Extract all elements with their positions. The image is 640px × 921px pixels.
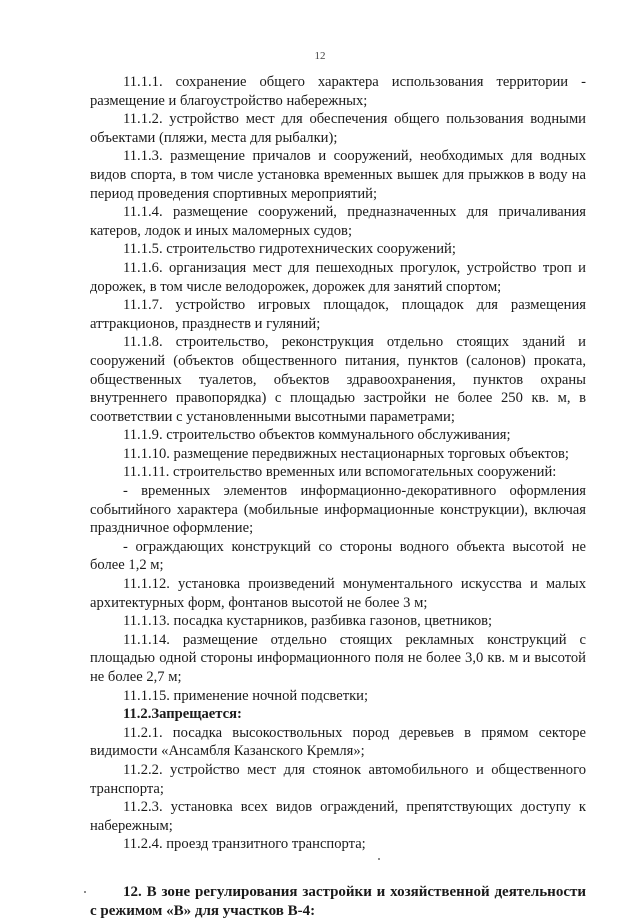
clause-11-1-15: 11.1.15. применение ночной подсветки; xyxy=(123,687,369,704)
clause-11-1-9: 11.1.9. строительство объектов коммунального обслуживания; xyxy=(123,427,511,444)
subsection-heading-11-2: 11.2.Запрещается: xyxy=(123,706,242,723)
clause-11-1-10: 11.1.10. размещение передвижных нестационарных торговых объектов; xyxy=(123,445,569,462)
clause-11-1-2: 11.1.2. устройство мест для обеспечения общего пользования водными объектами (пляжи, места для рыбалки); xyxy=(90,111,586,146)
clause-11-1-11-item-2: - ограждающих конструкций со стороны водного объекта высотой не более 1,2 м; xyxy=(90,538,586,574)
clause-11-1-11-item-1: - временных элементов информационно-декоративного оформления событийного характера (мобильные информационные конструкции), включая праздничное оформление; xyxy=(90,483,586,537)
clause-11-2-2: 11.2.2. устройство мест для стоянок автомобильного и общественного транспорта; xyxy=(90,761,586,797)
clause-11-1-11: 11.1.11. строительство временных или вспомогательных сооружений: xyxy=(123,464,557,481)
clause-11-1-7: 11.1.7. устройство игровых площадок, площадок для размещения аттракционов, празднеств и гуляний; xyxy=(90,297,586,332)
clause-11-1-13: 11.1.13. посадка кустарников, разбивка газонов, цветников; xyxy=(123,613,493,630)
clause-11-1-8: 11.1.8. строительство, реконструкция отдельно стоящих зданий и сооружений (объектов общественного питания, пунктов (салонов) проката, общественных туалетов, объектов здравоохранения, пунктов охраны внутреннего правопорядка) с площадью застройки не более 250 кв. м, в соответствии с установленными высотными параметрами; xyxy=(90,334,586,425)
clause-11-1-5: 11.1.5. строительство гидротехнических сооружений; xyxy=(123,241,456,258)
scan-speck xyxy=(84,891,86,893)
scan-speck xyxy=(378,858,380,860)
page-number: 12 xyxy=(314,50,326,62)
clause-11-1-1: 11.1.1. сохранение общего характера использования территории - размещение и благоустройство набережных; xyxy=(90,74,586,109)
clause-11-1-12: 11.1.12. установка произведений монументального искусства и малых архитектурных форм, фонтанов высотой не более 3 м; xyxy=(90,576,586,611)
section-heading-12: 12. В зоне регулирования застройки и хозяйственной деятельности с режимом «В» для участков В-4: xyxy=(90,883,586,919)
clause-11-1-6: 11.1.6. организация мест для пешеходных прогулок, устройство троп и дорожек, в том числе велодорожек, дорожек для занятий спортом; xyxy=(90,259,586,295)
clause-11-2-3: 11.2.3. установка всех видов ограждений, препятствующих доступу к набережным; xyxy=(90,799,586,834)
clause-11-2-1: 11.2.1. посадка высокоствольных пород деревьев в прямом секторе видимости «Ансамбля Казанского Кремля»; xyxy=(90,724,586,760)
clause-11-2-4: 11.2.4. проезд транзитного транспорта; xyxy=(123,836,366,853)
clause-11-1-4: 11.1.4. размещение сооружений, предназначенных для причаливания катеров, лодок и иных маломерных судов; xyxy=(90,204,586,239)
document-body xyxy=(90,73,586,921)
clause-11-1-3: 11.1.3. размещение причалов и сооружений, необходимых для водных видов спорта, в том числе установка временных вышек для прыжков в воду на период проведения спортивных мероприятий; xyxy=(90,148,586,202)
clause-11-1-14: 11.1.14. размещение отдельно стоящих рекламных конструкций с площадью одной стороны информационного поля не более 3,0 кв. м и высотой не более 2,7 м; xyxy=(90,631,586,685)
